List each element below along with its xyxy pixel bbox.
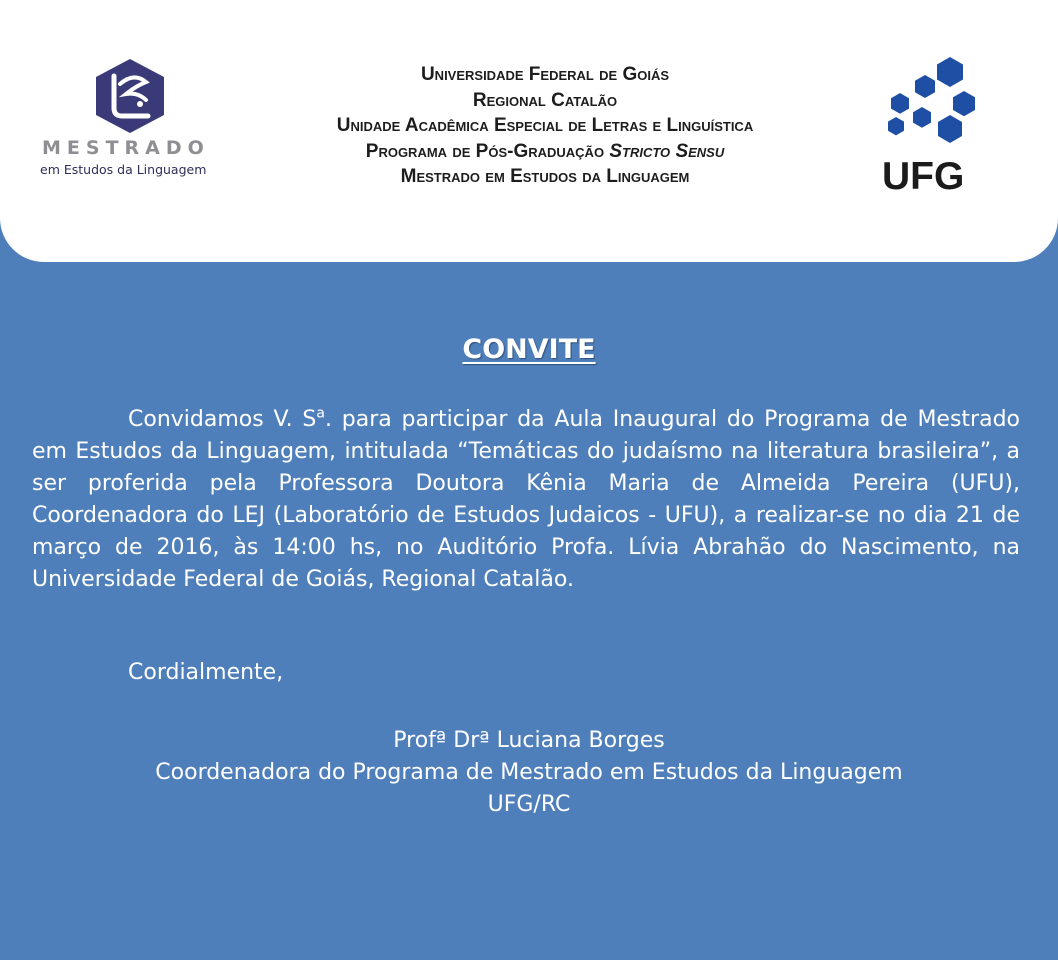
invitation-body-superscript: a xyxy=(316,405,325,422)
regional-name: Regional Catalão xyxy=(472,89,618,111)
ufg-logo-word: UFG xyxy=(882,155,965,198)
academic-unit-name: Unidade Acadêmica Especial de Letras e Linguística xyxy=(336,115,754,136)
mestrado-logo xyxy=(36,56,226,186)
ufg-hexagons-emblem xyxy=(880,55,980,155)
mestrado-hexagon-emblem xyxy=(90,56,170,136)
program-name-stricto: Stricto Sensu xyxy=(609,140,725,162)
course-name: Mestrado em Estudos da Linguagem xyxy=(400,166,690,187)
signature-role: Coordenadora do Programa de Mestrado em Estudos da Linguagem xyxy=(155,760,903,785)
institution-heading xyxy=(230,62,860,190)
closing-salutation: Cordialmente, xyxy=(128,660,284,685)
invitation-body xyxy=(32,404,1020,596)
signature-org: UFG/RC xyxy=(487,792,571,817)
signature-block xyxy=(0,725,1058,821)
header-banner xyxy=(0,0,1058,262)
invitation-title: CONVITE xyxy=(462,334,596,365)
ufg-logo xyxy=(880,55,980,198)
signature-name: Profª Drª Luciana Borges xyxy=(393,728,665,753)
program-name xyxy=(230,139,860,165)
mestrado-logo-word: MESTRADO xyxy=(42,137,210,159)
invitation-body-rest: . para participar da Aula Inaugural do Programa de Mestrado em Estudos da Linguagem, intitulada “Temáticas do judaísmo na literatura brasileira”, a ser proferida pela Professora Doutora Kênia Maria de Almeida Pereira (UFU), Coordenadora do LEJ (Laboratório de Estudos Judaicos - UFU), a realizar-se no dia 21 de março de 2016, às 14:00 hs, no Auditório Profa. Lívia Abrahão do Nascimento, na Universidade Federal de Goiás, Regional Catalão. xyxy=(32,407,1020,592)
invitation-body-start: Convidamos V. S xyxy=(128,407,317,432)
mestrado-logo-subtitle: em Estudos da Linguagem xyxy=(40,162,207,177)
university-name: Universidade Federal de Goiás xyxy=(420,64,670,85)
program-name-main: Programa de Pós-Graduação xyxy=(365,140,605,162)
